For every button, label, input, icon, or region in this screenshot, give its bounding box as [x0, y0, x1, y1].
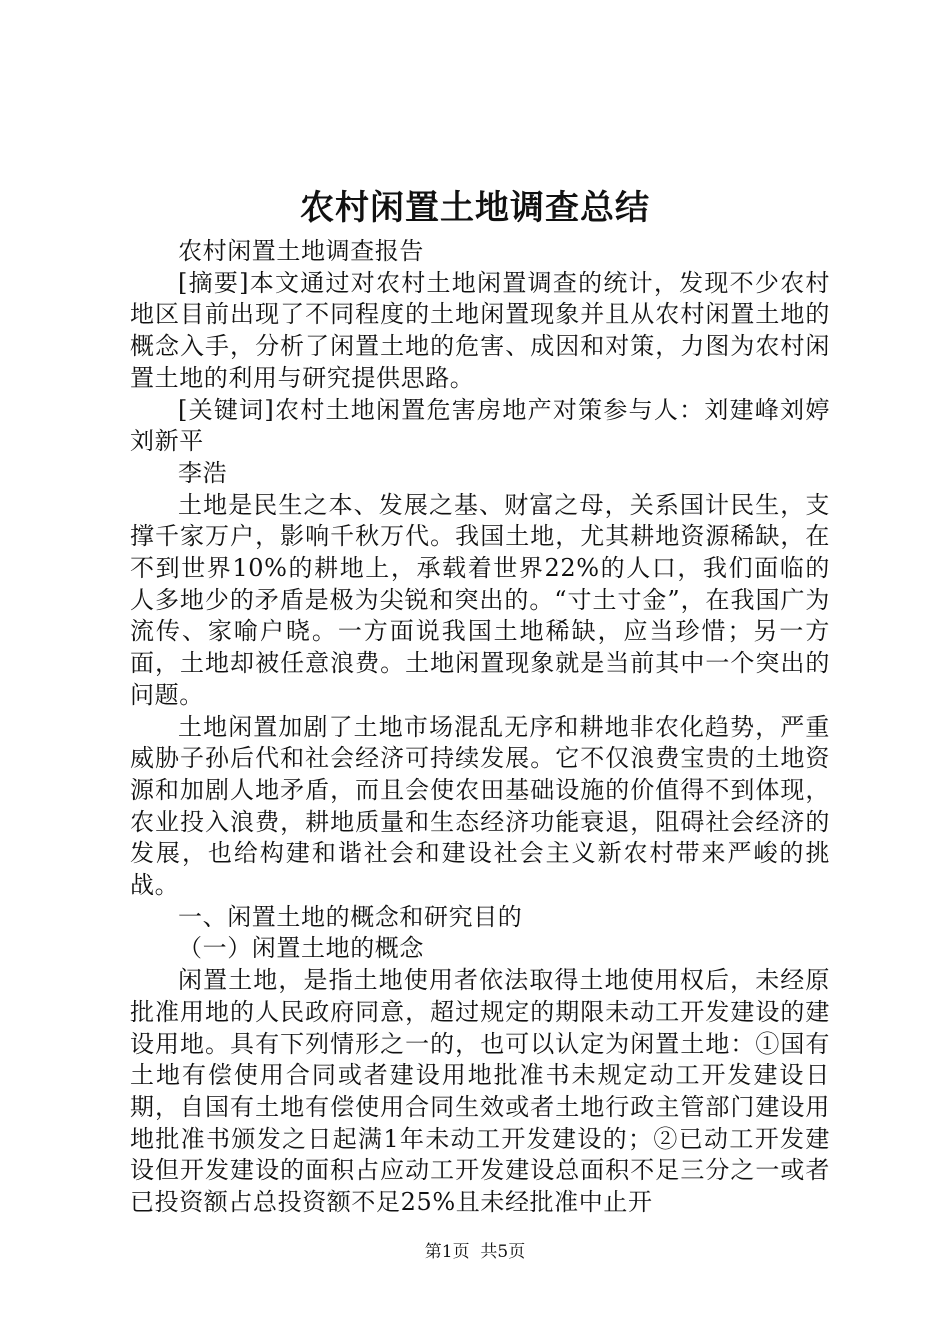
abstract-paragraph: [摘要]本文通过对农村土地闲置调查的统计，发现不少农村地区目前出现了不同程度的土地闲置现象并且从农村闲置土地的概念入手，分析了闲置土地的危害、成因和对策，力图为农村闲置土地的利用与研究提供思路。 — [130, 268, 830, 392]
section-heading: 一、闲置土地的概念和研究目的 — [178, 902, 523, 931]
page-footer — [0, 1240, 950, 1264]
subtitle-paragraph: 农村闲置土地调查报告 — [178, 237, 424, 265]
participant-paragraph: 李浩 — [178, 458, 228, 487]
body-paragraph: 土地是民生之本、发展之基、财富之母，关系国计民生，支撑千家万户，影响千秋万代。我国土地，尤其耕地资源稀缺，在不到世界10%的耕地上，承载着世界22%的人口，我们面临的人多地少的矛盾是极为尖锐和突出的。“寸土寸金”，在我国广为流传、家喻户晓。一方面说我国土地稀缺，应当珍惜；另一方面，土地却被任意浪费。土地闲置现象就是当前其中一个突出的问题。 — [130, 490, 830, 709]
keywords-paragraph: [关键词]农村土地闲置危害房地产对策参与人：刘建峰刘婷刘新平 — [130, 395, 830, 456]
document-title: 农村闲置土地调查总结 — [300, 188, 650, 228]
body-paragraph: 闲置土地，是指土地使用者依法取得土地使用权后，未经原批准用地的人民政府同意，超过规定的期限未动工开发建设的建设用地。具有下列情形之一的，也可以认定为闲置土地：①国有土地有偿使用合同或者建设用地批准书未规定动工开发建设日期，自国有土地有偿使用合同生效或者土地行政主管部门建设用地批准书颁发之日起满1年未动工开发建设的；②已动工开发建设但开发建设的面积占应动工开发建设总面积不足三分之一或者已投资额占总投资额不足25%且未经批准中止开 — [130, 966, 830, 1217]
page-total: 共5页 — [480, 1242, 526, 1262]
page-number: 第1页 — [424, 1242, 470, 1262]
document-body — [130, 236, 830, 1219]
body-paragraph: 土地闲置加剧了土地市场混乱无序和耕地非农化趋势，严重威胁子孙后代和社会经济可持续发展。它不仅浪费宝贵的土地资源和加剧人地矛盾，而且会使农田基础设施的价值得不到体现，农业投入浪费，耕地质量和生态经济功能衰退，阻碍社会经济的发展，也给构建和谐社会和建设社会主义新农村带来严峻的挑战。 — [130, 712, 830, 900]
subsection-heading: （一）闲置土地的概念 — [178, 934, 424, 963]
